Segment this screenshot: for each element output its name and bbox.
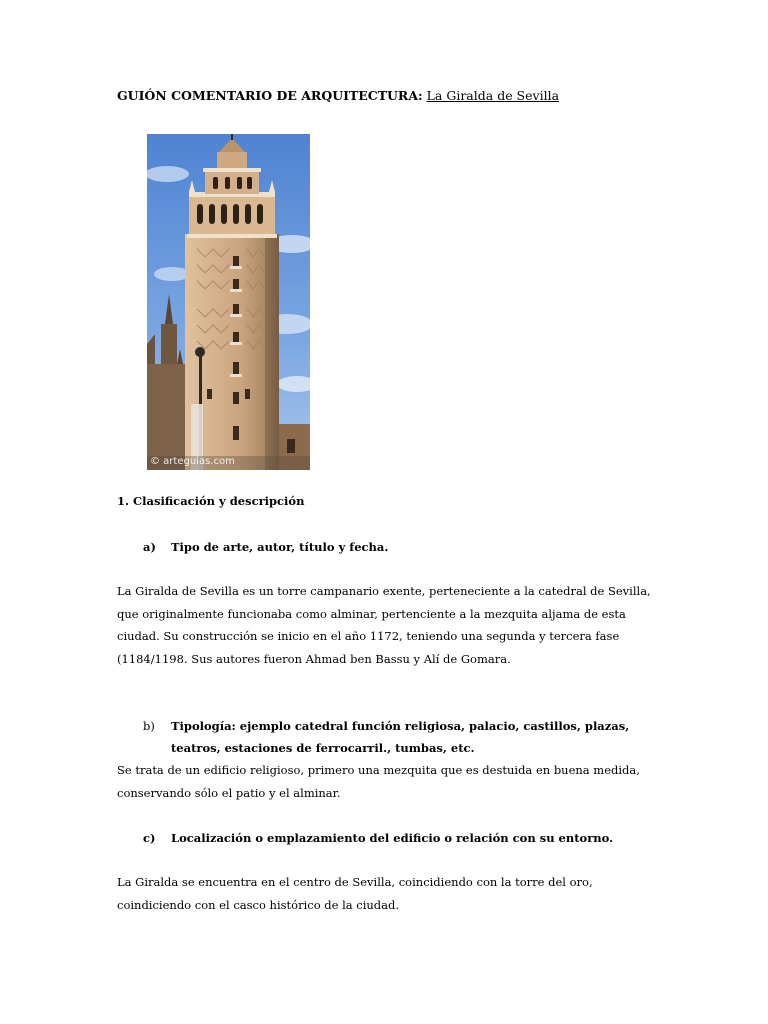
paragraph-line: La Giralda de Sevilla es un torre campanario exente, perteneciente a la catedral de Sevilla,	[117, 584, 651, 598]
giralda-photo	[147, 134, 310, 470]
subsection-c-paragraph	[117, 871, 593, 916]
subsection-b-paragraph	[117, 759, 640, 804]
subsection-a-heading	[143, 540, 388, 554]
paragraph-line: ciudad. Su construcción se inicio en el año 1172, teniendo una segunda y tercera fase	[117, 629, 620, 643]
paragraph-line: Se trata de un edificio religioso, primero una mezquita que es destuida en buena medida,	[117, 763, 640, 777]
paragraph-line: coindiciendo con el casco histórico de la ciudad.	[117, 897, 400, 912]
subsection-a-paragraph	[117, 580, 651, 670]
subsection-b-title-line2: teatros, estaciones de ferrocarril., tumbas, etc.	[171, 741, 475, 755]
title-bold: GUIÓN COMENTARIO DE ARQUITECTURA:	[117, 88, 423, 103]
section-1-heading: 1. Clasificación y descripción	[117, 494, 305, 508]
subsection-b-title-line1: Tipología: ejemplo catedral función religiosa, palacio, castillos, plazas,	[171, 719, 630, 733]
paragraph-line: conservando sólo el patio y el alminar.	[117, 785, 341, 800]
paragraph-line: que originalmente funcionaba como alminar, pertenciente a la mezquita aljama de esta	[117, 606, 626, 621]
subsection-b-marker: b)	[143, 719, 155, 733]
paragraph-line: La Giralda se encuentra en el centro de Sevilla, coincidiendo con la torre del oro,	[117, 875, 593, 889]
subsection-b-heading	[143, 719, 629, 733]
paragraph-line: (1184/1198. Sus autores fueron Ahmad ben Bassu y Alí de Gomara.	[117, 651, 511, 666]
subsection-a-title: Tipo de arte, autor, título y fecha.	[171, 540, 389, 554]
title-link[interactable]: La Giralda de Sevilla	[426, 88, 560, 103]
photo-watermark: © arteguias.com	[150, 456, 235, 467]
subsection-c-heading	[143, 831, 613, 845]
subsection-b-heading-cont	[171, 741, 475, 755]
subsection-c-marker: c)	[143, 831, 156, 845]
subsection-c-title: Localización o emplazamiento del edificio o relación con su entorno.	[171, 831, 614, 845]
subsection-a-marker: a)	[143, 540, 156, 554]
document-title	[117, 88, 559, 103]
